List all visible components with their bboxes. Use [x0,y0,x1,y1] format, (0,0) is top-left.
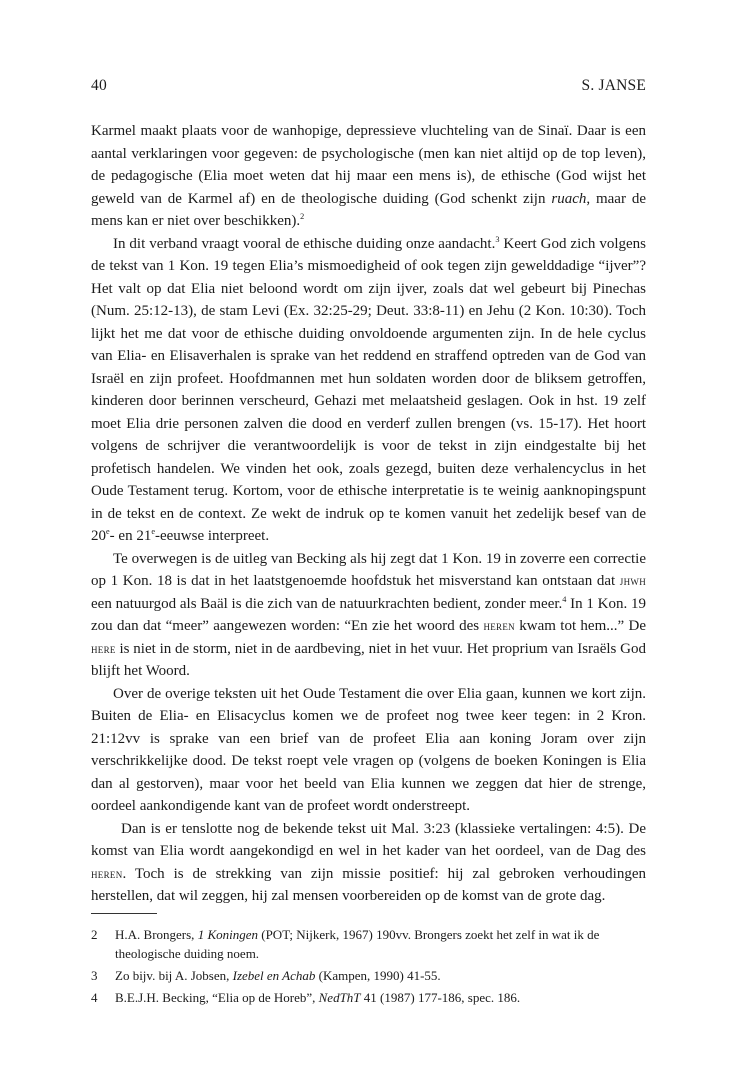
running-author: S. JANSE [581,77,646,94]
small-caps-heren: heren [483,619,515,633]
footnote-3 [91,966,646,985]
footnote-title: Izebel en Achab [232,968,316,983]
small-caps-jhwh: jhwh [619,574,646,588]
paragraph-3 [91,548,646,683]
paragraph-3-text-c: In 1 Kon. 19 zou dan dat “meer” aangewezen worden: “En zie het woord des [91,595,647,634]
paragraph-3-text-a: Te overwegen is de uitleg van Becking als hij zegt dat 1 Kon. 19 in zoverre een correctie op 1 Kon. 18 is dat in het laatstgenoemde hoofdstuk het misverstand kan ontstaan dat [91,550,646,589]
footnote-number: 2 [91,927,98,942]
paragraph-2-text-b: Keert God zich volgens de tekst van 1 Kon. 19 tegen Elia’s mismoedigheid of ook tegen zijn gewelddadige “ijver”? Het valt op dat Elia niet beloond wordt om zijn ijver, zoals dat wel gebeurt bij Pinechas (Num. 25:12-13), de stam Levi (Ex. 32:25-29; Deut. 33:8-11) en Jehu (2 Kon. 10:30). Toch lijkt het me dat voor de ethische duiding onvoldoende argumenten zijn. In de hele cyclus van Elia- en Elisaverhalen is sprake van het reddend en straffend optreden van de God van Israël en zijn profeet. Hoofdmannen met hun soldaten worden door de bliksem getroffen, kinderen door berinnen verscheurd, Gehazi met melaatsheid geslagen. Ook in hst. 19 zelf moet Elia drie personen zalven die dood en verderf zullen brengen (vs. 15-17). Het hoort volgens de schrijver die verantwoordelijk is voor de tekst in zijn eindgestalte bij het profetisch handelen. We vinden het ook, zoals gezegd, buiten deze verhalencyclus in het Oude Testament terug. Kortom, voor de ethische interpretatie is te weinig aanknopingspunt in de tekst en de context. Ze wekt de indruk op te komen vanuit het zedelijk besef van de 20 [91,235,646,544]
paragraph-1-text: Karmel maakt plaats voor de wanhopige, depressieve vluchteling van de Sinaï. Daar is een aantal verklaringen voor gegeven: de psychologische (men kan niet altijd op de top leven), de pedagogische (Elia moet weten dat hij maar een mens is), de ethische (God wijst het geweld van de Karmel af) en de theologische duiding (God schenkt zijn [91,123,646,207]
footnote-title: 1 Koningen [197,927,258,942]
superscript-e-2: e [151,527,155,536]
paragraph-3-text-b: een natuurgod als Baäl is die zich van de natuurkrachten bedient, zonder meer. [91,595,563,612]
paragraph-1-end: , maar de mens kan er niet over beschikken). [91,190,646,229]
paragraph-2-text-a: In dit verband vraagt vooral de ethische duiding onze aandacht. [113,235,496,252]
superscript-e-1: e [106,527,110,536]
footnote-text [115,925,646,963]
footnote-text-a: Zo bijv. bij A. Jobsen, [115,968,233,983]
footnote-text [115,988,646,1007]
footnote-divider [91,913,157,914]
footnotes [91,925,646,1010]
paragraph-2-text-c: - en 21 [109,528,152,544]
footnote-text-a: H.A. Brongers, [115,927,198,942]
footnote-number: 4 [91,990,98,1005]
paragraph-3-text-e: is niet in de storm, niet in de aardbeving, niet in het vuur. Het proprium van Israëls God blijft het Woord. [91,640,646,679]
paragraph-5 [91,818,646,908]
footnote-2 [91,925,646,963]
body-text [91,120,646,908]
small-caps-here: here [91,641,116,656]
footnote-ref-2[interactable]: 2 [300,212,305,221]
paragraph-2-text-d: -eeuwse interpreet. [155,528,270,544]
running-header [91,76,646,96]
paragraph-5-text-a: Dan is er tenslotte nog de bekende tekst uit Mal. 3:23 (klassieke vertalingen: 4:5). De komst van Elia wordt aangekondigd en wel in het kader van het oordeel, van de Dag des [91,820,646,859]
paragraph-1-italic: ruach [551,190,587,207]
footnote-number: 3 [91,968,98,983]
footnote-text [115,966,646,985]
footnote-text-b: (POT; Nijkerk, 1967) 190vv. Brongers zoekt het zelf in wat ik de theologische duiding noem. [115,927,600,961]
footnote-ref-4[interactable]: 4 [562,594,567,604]
footnote-text-b: (Kampen, 1990) 41-55. [315,968,441,983]
footnote-4 [91,988,646,1007]
footnote-ref-3[interactable]: 3 [495,234,500,244]
paragraph-2 [91,233,646,548]
page-number: 40 [91,77,107,94]
paragraph-1 [91,120,646,233]
footnote-text-b: 41 (1987) 177-186, spec. 186. [360,990,521,1005]
footnote-text-a: B.E.J.H. Becking, “Elia op de Horeb”, [115,990,319,1005]
paragraph-4: Over de overige teksten uit het Oude Testament die over Elia gaan, kunnen we kort zijn. Buiten de Elia- en Elisacyclus komen we de profeet nog twee keer tegen: in 2 Kron. 21:12vv is sprake van een brief van de profeet Elia aan koning Joram over zijn verschrikkelijke dood. De tekst roept vele vragen op (volgens de boeken Koningen is Elia dan al gestorven), maar voor het beeld van Elia kunnen we zeggen dat hier de strenge, oordeel aankondigende kant van de profeet wordt onderstreept. [91,685,646,814]
paragraph-5-text-b: . Toch is de strekking van zijn missie positief: hij zal gebroken verhoudingen herstellen, dat wil zeggen, hij zal mensen voorbereiden op de komst van de grote dag. [91,865,646,904]
small-caps-heren-2: heren [91,866,123,881]
footnote-title: NedThT [318,990,361,1005]
paragraph-3-text-d: kwam tot hem...” De [514,618,646,634]
